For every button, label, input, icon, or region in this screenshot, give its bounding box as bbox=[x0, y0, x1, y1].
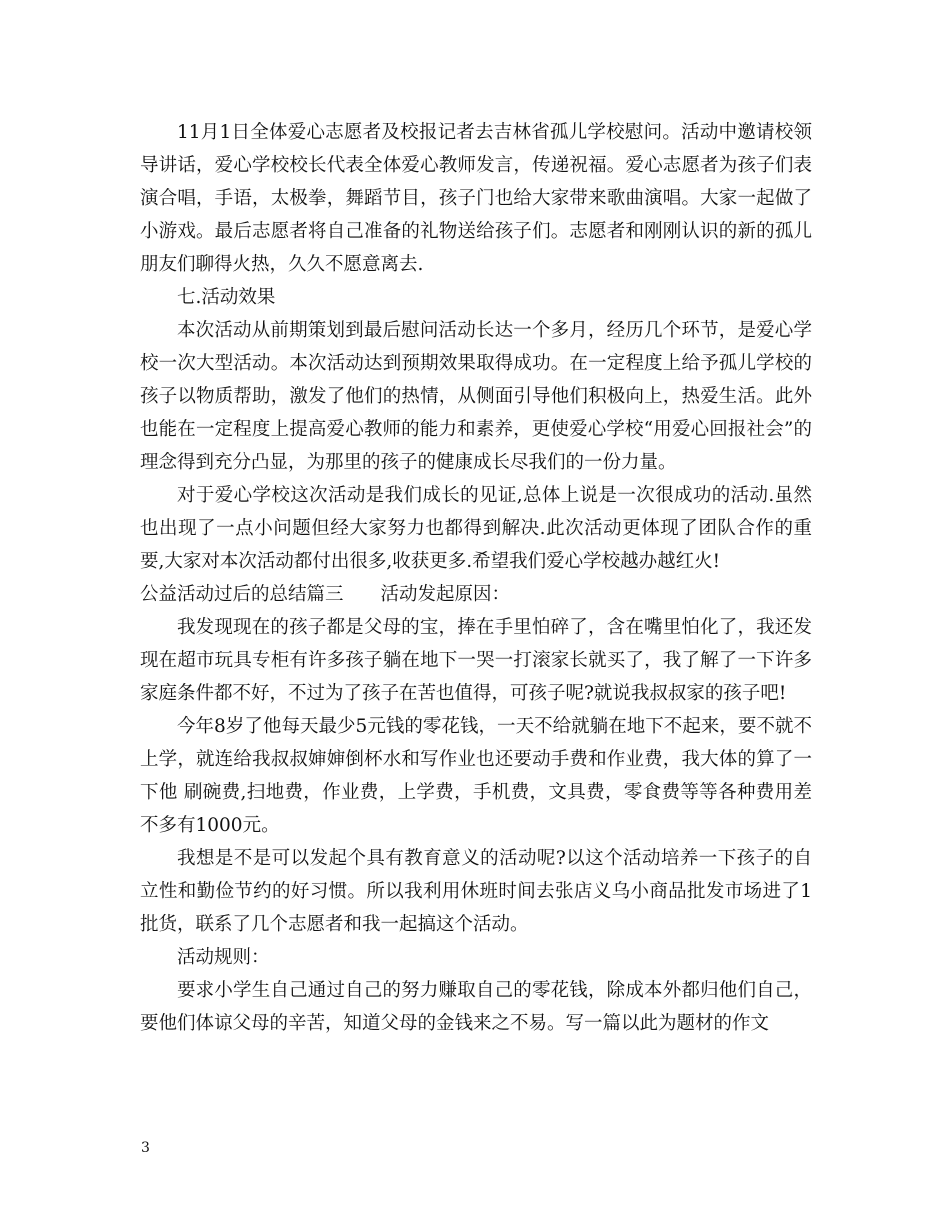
paragraph-reason-observation: 我发现现在的孩子都是父母的宝，捧在手里怕碎了，含在嘴里怕化了，我还发现在超市玩具专柜有许多孩子躺在地下一哭一打滚家长就买了，我了解了一下许多家庭条件都不好，不过为了孩子在苦也值得，可孩子呢?就说我叔叔家的孩子吧! bbox=[140, 617, 812, 704]
paragraph-activity-idea: 我想是不是可以发起个具有教育意义的活动呢?以这个活动培养一下孩子的自立性和勤俭节约的好习惯。所以我利用休班时间去张店义乌小商品批发市场进了1批货，联系了几个志愿者和我一起搞这个活动。 bbox=[140, 848, 812, 935]
section-heading-activity-effect: 七.活动效果 bbox=[177, 287, 276, 308]
paragraph-pocket-money: 今年8岁了他每天最少5元钱的零花钱，一天不给就躺在地下不起来，要不就不上学，就连给我叔叔婶婶倒杯水和写作业也还要动手费和作业费，我大体的算了一下他 刷碗费,扫地费，作业费，上学费，手机费，文具费，零食费等等各种费用差不多有1000元。 bbox=[140, 716, 812, 836]
section-heading-activity-rules: 活动规则： bbox=[177, 947, 270, 968]
paragraph-activity-rules: 要求小学生自己通过自己的努力赚取自己的零花钱，除成本外都归他们自己，要他们体谅父母的辛苦，知道父母的金钱来之不易。写一篇以此为题材的作文 bbox=[140, 980, 812, 1034]
page-number: 3 bbox=[141, 1140, 150, 1156]
section-heading-part-three: 公益活动过后的总结篇三 活动发起原因： bbox=[140, 584, 511, 605]
paragraph-visit-description: 11月1日全体爱心志愿者及校报记者去吉林省孤儿学校慰问。活动中邀请校领导讲话，爱心学校校长代表全体爱心教师发言，传递祝福。爱心志愿者为孩子们表演合唱，手语，太极拳，舞蹈节目，孩子门也给大家带来歌曲演唱。大家一起做了小游戏。最后志愿者将自己准备的礼物送给孩子们。志愿者和刚刚认识的新的孤儿朋友们聊得火热，久久不愿意离去. bbox=[140, 122, 812, 275]
paragraph-activity-effect: 本次活动从前期策划到最后慰问活动长达一个多月，经历几个环节，是爱心学校一次大型活动。本次活动达到预期效果取得成功。在一定程度上给予孤儿学校的孩子以物质帮助，激发了他们的热情，从侧面引导他们积极向上，热爱生活。此外也能在一定程度上提高爱心教师的能力和素养，更使爱心学校“用爱心回报社会”的理念得到充分凸显，为那里的孩子的健康成长尽我们的一份力量。 bbox=[140, 320, 812, 473]
document-body bbox=[140, 116, 812, 1040]
paragraph-summary: 对于爱心学校这次活动是我们成长的见证,总体上说是一次很成功的活动.虽然也出现了一点小问题但经大家努力也都得到解决.此次活动更体现了团队合作的重要,大家对本次活动都付出很多,收获更多.希望我们爱心学校越办越红火! bbox=[140, 485, 812, 572]
